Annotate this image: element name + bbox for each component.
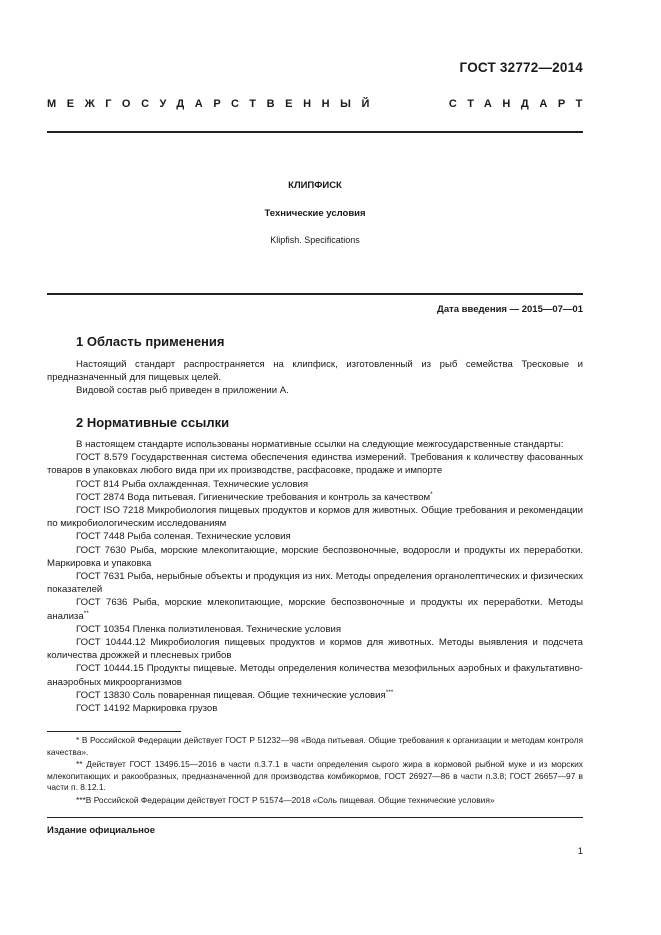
reference-item: ГОСТ 10444.12 Микробиология пищевых продуктов и кормов для животных. Методы выявления и подсчета количества дрожжей и плесневых грибов: [47, 637, 583, 662]
reference-item: ГОСТ ISO 7218 Микробиология пищевых продуктов и кормов для животных. Общие требования и рекомендации по микробиологическим исследованиям: [47, 505, 583, 530]
document-english-title: Klipfish. Specifications: [270, 235, 360, 245]
reference-item: ГОСТ 10354 Пленка полиэтиленовая. Технические условия: [76, 623, 342, 635]
footnote-mark: ***: [385, 688, 394, 696]
reference-item: ГОСТ 8.579 Государственная система обеспечения единства измерений. Требования к количеству фасованных товаров в упаковках любого вида при их производстве, расфасовке, продаже и импорте: [47, 452, 583, 477]
reference-item: [47, 491, 583, 504]
reference-item: ГОСТ 7630 Рыба, морские млекопитающие, морские беспозвоночные, водоросли и продукты их переработки. Маркировка и упаковка: [47, 544, 583, 569]
section-2-heading: 2 Нормативные ссылки: [76, 415, 230, 430]
section-2-body: [47, 438, 583, 715]
reference-text: ГОСТ 2874 Вода питьевая. Гигиенические требования и контроль за качеством: [76, 491, 431, 503]
section-2-intro: В настоящем стандарте использованы нормативные ссылки на следующие межгосударственные стандарты:: [76, 439, 564, 450]
section-1-paragraph: Настоящий стандарт распространяется на клипфиск, изготовленный из рыб семейства Тресковые и предназначенный для пищевых целей.: [47, 359, 583, 384]
footnote-rule: [47, 731, 181, 732]
reference-item: ГОСТ 10444.15 Продукты пищевые. Методы определения количества мезофильных аэробных и факультативно-анаэробных микроорганизмов: [47, 663, 583, 688]
standard-type-banner: [47, 98, 593, 110]
footer-rule: [47, 817, 583, 818]
reference-item: ГОСТ 14192 Маркировка грузов: [76, 703, 218, 715]
footnotes: [47, 735, 583, 808]
footnote: * В Российской Федерации действует ГОСТ Р 51232—98 «Вода питьевая. Общие требования к организации и методам контроля качества».: [47, 735, 583, 757]
footnote: ***В Российской Федерации действует ГОСТ Р 51574—2018 «Соль пищевая. Общие технические условия»: [76, 794, 495, 805]
reference-item: [47, 596, 583, 622]
reference-item: ГОСТ 814 Рыба охлажденная. Технические условия: [76, 478, 309, 490]
document-subtitle: Технические условия: [264, 208, 366, 219]
document-title: КЛИПФИСК: [288, 180, 342, 191]
reference-item: ГОСТ 7448 Рыба соленая. Технические условия: [76, 531, 291, 543]
official-edition-label: Издание официальное: [47, 825, 155, 836]
footnote: ** Действует ГОСТ 13496.15—2016 в части п.3.7.1 в части определения сырого жира в кормовой рыбной муке и из морских млекопитающих и ракообразных, предназначенной для производства комбикормов, ГОСТ 26927—86 в части п.3.8; ГОСТ 26657—97 в части п. 8.12.1.: [47, 759, 583, 793]
footnote-mark: **: [83, 609, 89, 617]
page-number: 1: [577, 846, 583, 857]
title-rule: [47, 293, 583, 295]
reference-item: [47, 689, 583, 702]
footnote-mark: *: [430, 490, 433, 498]
introduction-date: Дата введения — 2015—07—01: [437, 304, 583, 315]
banner-word-standard: СТАНДАРТ: [448, 98, 593, 110]
reference-text: ГОСТ 13830 Соль поваренная пищевая. Общие технические условия: [76, 689, 386, 701]
section-1-heading: 1 Область применения: [76, 334, 225, 349]
section-1-paragraph: Видовой состав рыб приведен в приложении А.: [76, 385, 289, 397]
standard-number: ГОСТ 32772—2014: [459, 60, 583, 75]
banner-word-interstate: МЕЖГОСУДАРСТВЕННЫЙ: [47, 98, 381, 110]
top-rule: [47, 131, 583, 133]
reference-text: ГОСТ 7636 Рыба, морские млекопитающие, морские беспозвоночные и продукты их переработки. Методы анализа: [47, 597, 583, 622]
reference-item: ГОСТ 7631 Рыба, нерыбные объекты и продукция из них. Методы определения органолептических и физических показателей: [47, 571, 583, 596]
section-1-body: [47, 358, 583, 398]
